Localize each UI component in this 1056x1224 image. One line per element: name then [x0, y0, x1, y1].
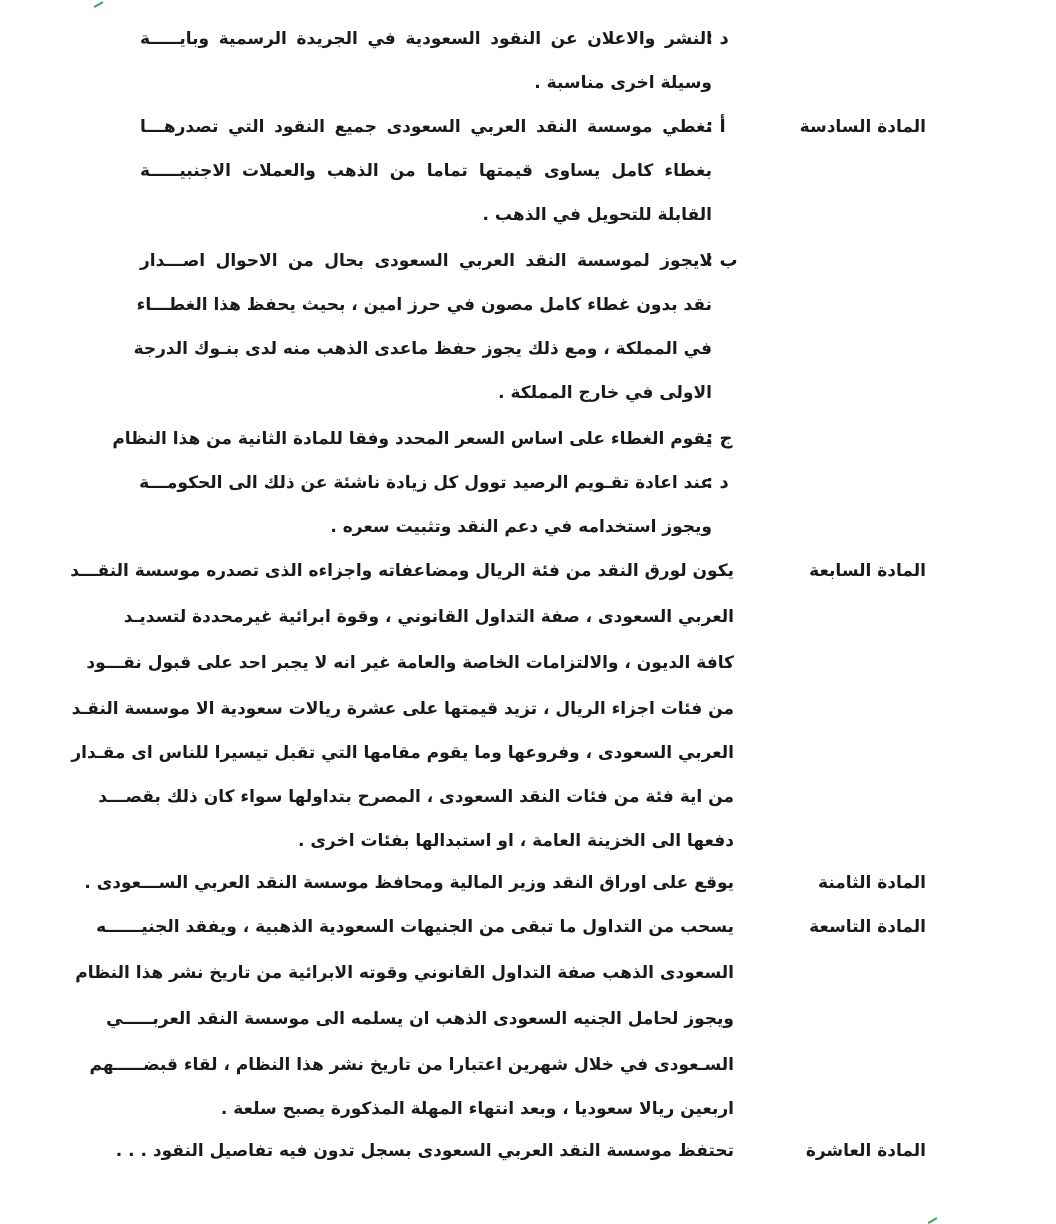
- clause-marker: أ :: [706, 116, 726, 137]
- article-heading-10: المادة العاشرة: [805, 1141, 926, 1161]
- body-line: يقوم الغطاء على اساس السعر المحدد وفقا للمادة الثانية من هذا النظام: [112, 429, 712, 449]
- corner-ink-mark-bottom: [925, 1212, 938, 1224]
- body-line: عند اعادة تقـويم الرصيد توول كل زيادة ناشئة عن ذلك الى الحكومـــة: [139, 473, 712, 493]
- body-line: العربي السعودى ، وفروعها وما يقوم مقامها التي تقبل تيسيرا للناس اى مقـدار: [71, 743, 734, 763]
- body-line: يكون لورق النقد من فئة الريال ومضاعفاته واجزاءه الذى تصدره موسسة النقـــد: [70, 561, 734, 581]
- clause-marker: ب :: [706, 250, 738, 271]
- body-line: ويجوز لحامل الجنيه السعودى الذهب ان يسلمه الى موسسة النقد العربـــــي: [106, 1009, 734, 1029]
- body-line: السـعودى في خلال شهرين اعتبارا من تاريخ نشر هذا النظام ، لقاء قبضـــــهم: [89, 1055, 734, 1075]
- body-line: من اية فئة من فئات النقد السعودى ، المصرح بتداولها سواء كان ذلك بقصـــد: [98, 787, 734, 807]
- article-heading-8: المادة الثامنة: [818, 873, 926, 893]
- body-line: نقد بدون غطاء كامل مصون في حرز امين ، بحيث يحفظ هذا الغطـــاء: [136, 295, 712, 315]
- body-line: كافة الديون ، والالتزامات الخاصة والعامة غير انه لا يجبر احد على قبول نقـــود: [86, 653, 734, 673]
- article-heading-6: المادة السادسة: [799, 117, 926, 137]
- body-line: يوقع على اوراق النقد وزير المالية ومحافظ موسسة النقد العربي الســـعودى .: [84, 873, 734, 893]
- body-line: من فئات اجزاء الريال ، تزيد قيمتها على عشرة ريالات سعودية الا موسسة النقـد: [71, 699, 734, 719]
- clause-marker: د :: [706, 472, 729, 493]
- body-line: الاولى في خارج المملكة .: [498, 383, 712, 403]
- body-line: يسحب من التداول ما تبقى من الجنيهات السعودية الذهبية ، ويفقد الجنيــــــه: [96, 917, 734, 937]
- body-line: القابلة للتحويل في الذهب .: [482, 205, 712, 225]
- body-line: العربي السعودى ، صفة التداول القانوني ، وقوة ابرائية غيرمحددة لتسديـد: [123, 607, 734, 627]
- body-line: في المملكة ، ومع ذلك يجوز حفظ ماعدى الذهب منه لدى بنـوك الدرجة: [133, 339, 712, 359]
- body-line: ويجوز استخدامه في دعم النقد وتثبيت سعره .: [330, 517, 712, 537]
- clause-marker: د :: [706, 28, 729, 49]
- clause-marker: ج :: [706, 428, 733, 449]
- body-line: اربعين ريالا سعوديا ، وبعد انتهاء المهلة المذكورة يصبح سلعة .: [220, 1099, 734, 1119]
- article-heading-9: المادة التاسعة: [809, 917, 926, 937]
- body-line: وسيلة اخرى مناسبة .: [534, 73, 712, 93]
- article-heading-7: المادة السابعة: [809, 561, 926, 581]
- body-line: السعودى الذهب صفة التداول القانوني وقوته الابرائية من تاريخ نشر هذا النظام: [75, 963, 734, 983]
- corner-ink-mark-top: [91, 0, 104, 8]
- body-line: النشر والاعلان عن النقود السعودية في الجريدة الرسمية وبايـــــة: [140, 29, 712, 49]
- body-line: تحتفظ موسسة النقد العربي السعودى بسجل تدون فيه تفاصيل النقود . . .: [115, 1141, 734, 1161]
- body-line: تغطي موسسة النقد العربي السعودى جميع النقود التي تصدرهـــا: [140, 117, 712, 137]
- body-line: لايجوز لموسسة النقد العربي السعودى بحال من الاحوال اصـــدار: [140, 251, 712, 271]
- body-line: بغطاء كامل يساوى قيمتها تماما من الذهب والعملات الاجنبيـــــة: [140, 161, 712, 181]
- body-line: دفعها الى الخزينة العامة ، او استبدالها بفئات اخرى .: [297, 831, 734, 851]
